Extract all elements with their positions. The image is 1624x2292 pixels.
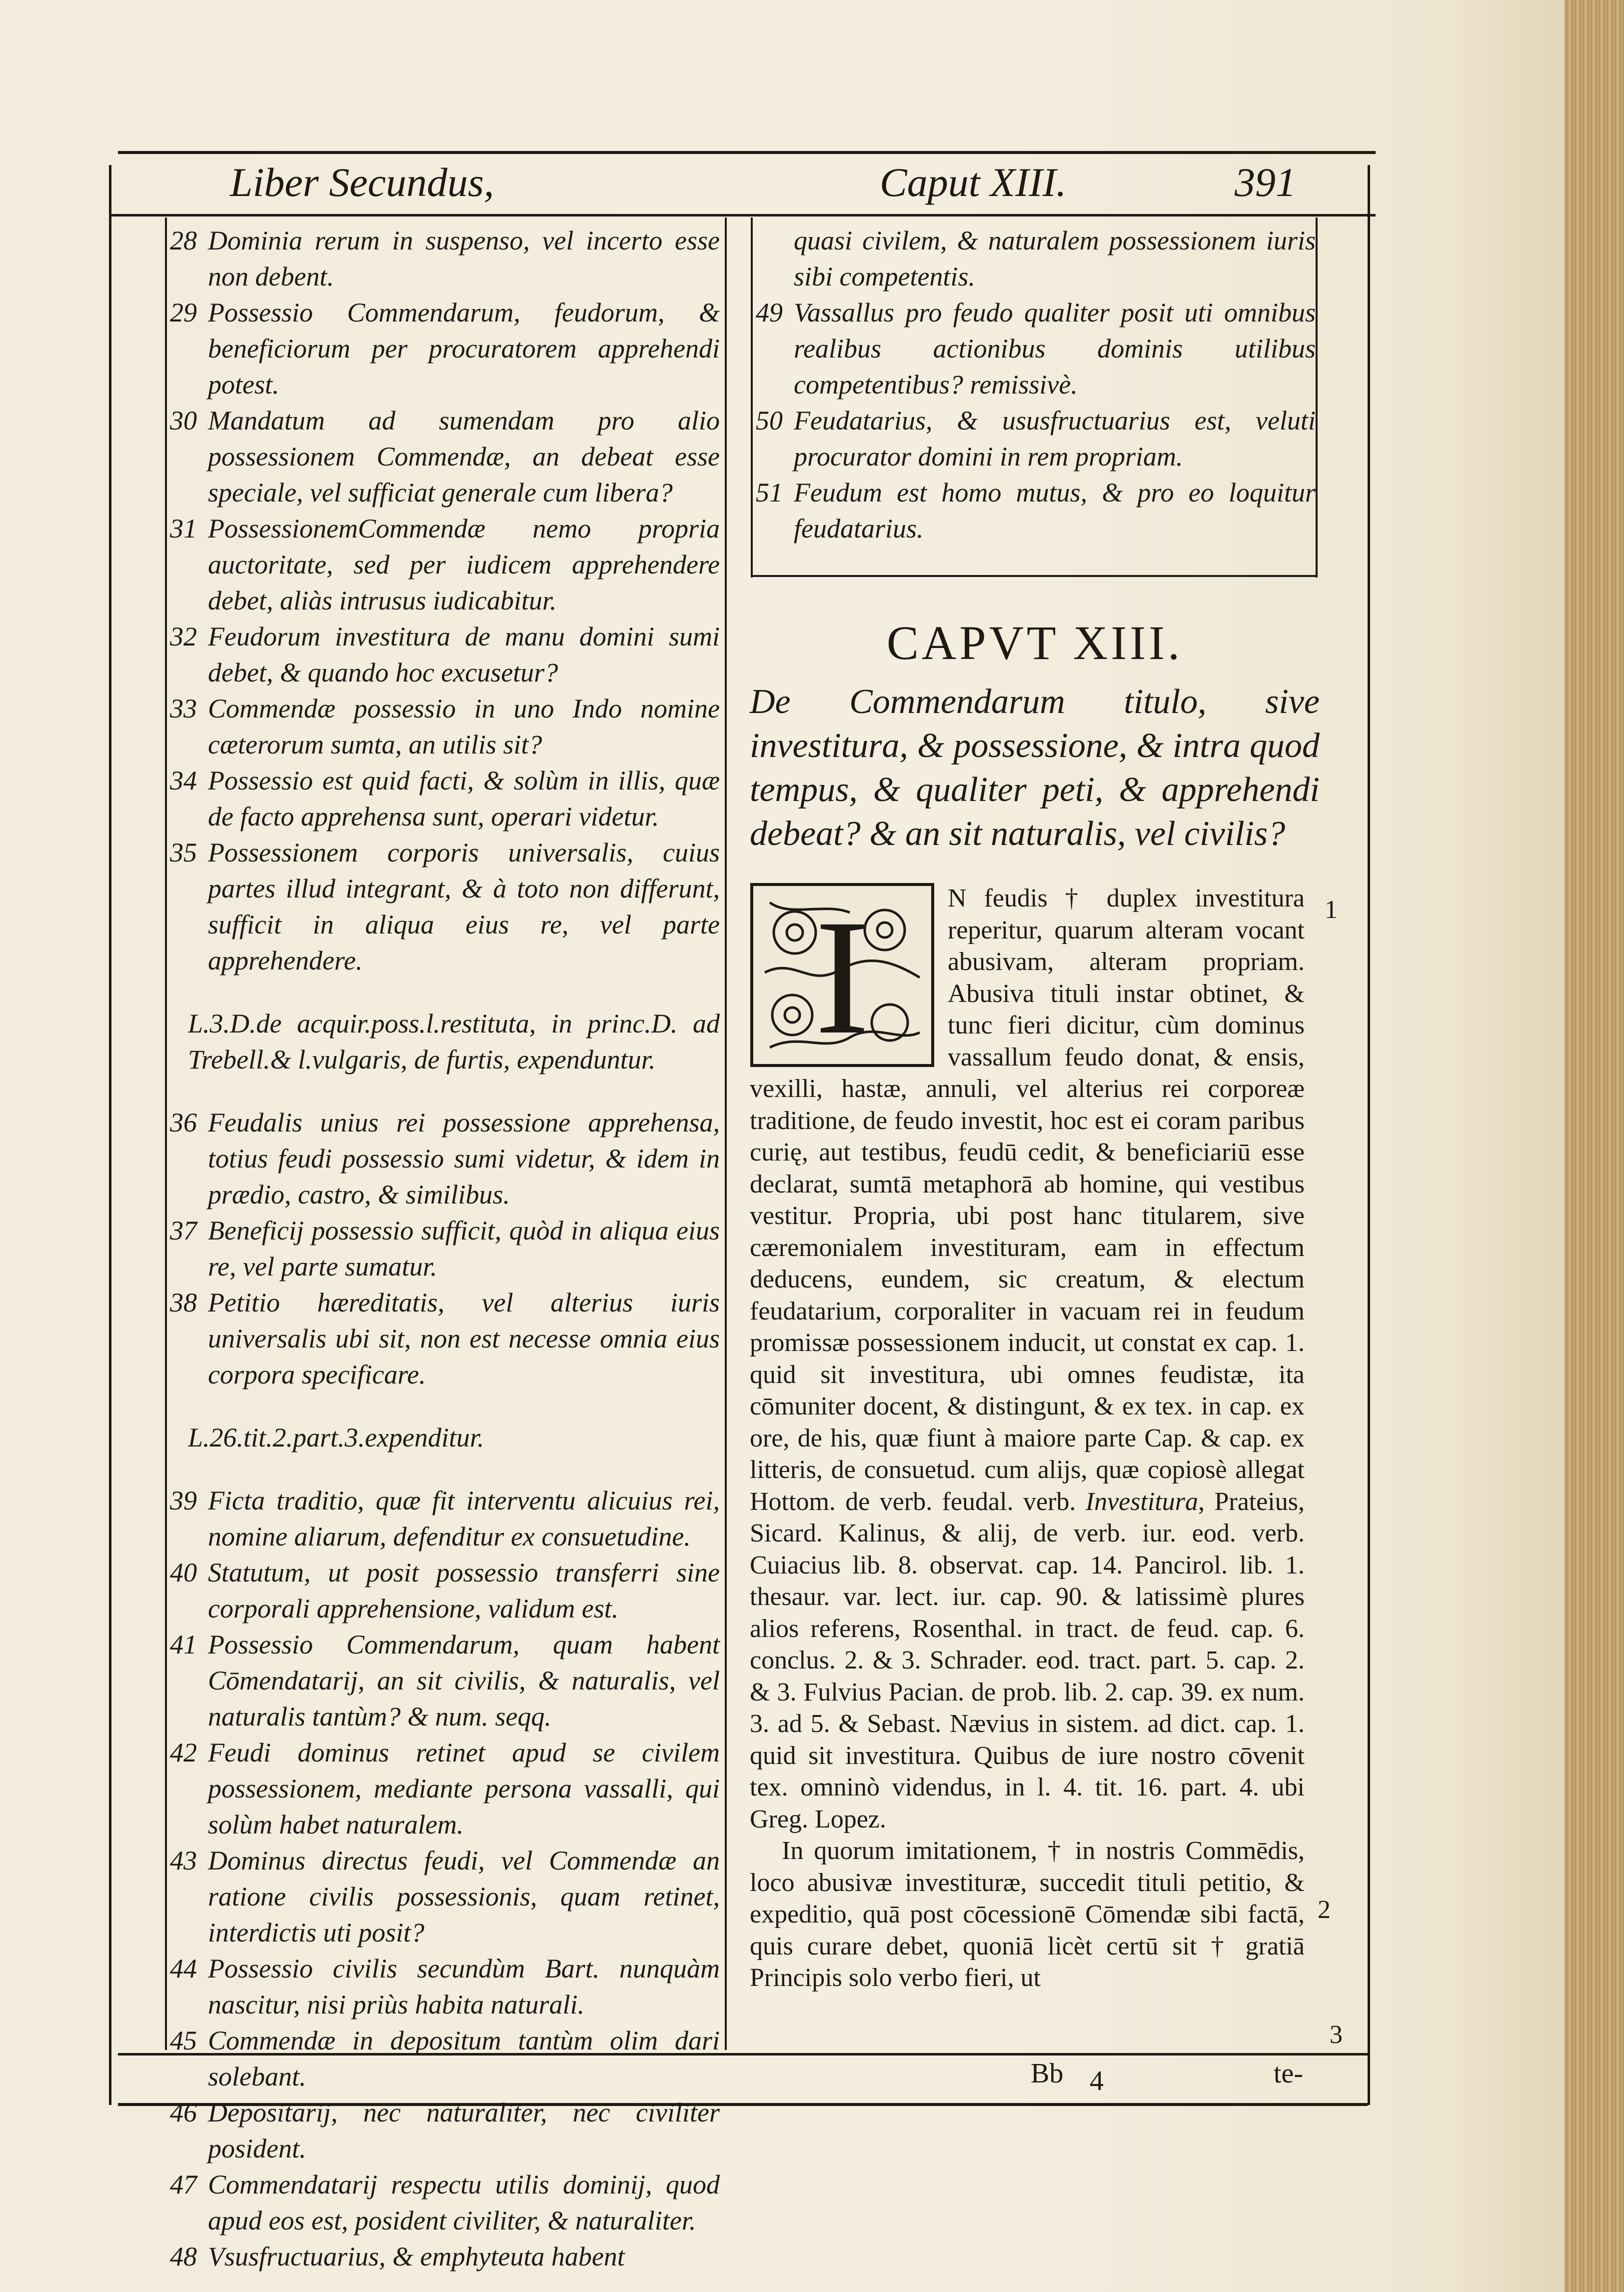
summary-item: 45 Commendæ in depositum tantùm olim dari solebant. — [170, 2026, 720, 2092]
summary-box-right — [1316, 218, 1318, 578]
chapter-title: CAPVT XIII. — [886, 616, 1183, 670]
paragraph-1: N feudis † duplex investitura reperitur, quarum alteram vocant abusivam, alteram propriam. Abusiva tituli instar obtinet, & tunc fieri dicitur, cùm dominus vassallum feudo donat, & ensis, vexilli, hastæ, annuli, vel alterius rei corporeæ traditione, de feudo investit, hoc est ei coram paribus curię, aut testibus, feudū cedit, & beneficiariū esse declarat, sumtā metaphorā ab homine, qui vestibus vestitur. Propria, ubi post hanc titularem, sive cæremonialem investituram, eam in effectum deducens, eundem, sic creatum, & electum feudatarium, corporaliter in vacuam rei in feudum promissæ possessionem inducit, ut constat ex cap. 1. quid sit investitura, ubi omnes feudistæ, ita cōmuniter docent, & distingunt, & ex tex. in cap. ex ore, de his, quæ fiunt à maiore parte Cap. & cap. ex litteris, de consuetud. cum alijs, quæ copiosè allegat Hottom. de verb. feudal. verb. Investitura, Prateius, Sicard. Kalinus, & alij, de verb. iur. eod. verb. Cuiacius lib. 8. observat. cap. 14. Pancirol. lib. 1. thesaur. var. lect. iur. cap. 90. & latissimè plures alios referens, Rosenthal. in tract. de feud. cap. 6. conclus. 2. & 3. Schrader. eod. tract. part. 5. cap. 2. & 3. Fulvius Pacian. de prob. lib. 2. cap. 39. ex num. 3. ad 5. & Sebast. Nævius in sistem. ad dict. cap. 1. quid sit investitura. Quibus de iure nostro cōvenit tex. omninò videndus, in l. 4. tit. 16. part. 4. ubi Greg. Lopez. — [750, 884, 1305, 1834]
summary-citation: L.3.D.de acquir.poss.l.restituta, in princ.D. ad Trebell.& l.vulgaris, de furtis, expenduntur. — [188, 1008, 720, 1074]
summary-item: 44 Possessio civilis secundùm Bart. nunquàm nascitur, nisi priùs habita naturali. — [170, 1954, 720, 2020]
summary-box-mid-right — [751, 218, 753, 578]
catchword: te- — [1274, 2058, 1304, 2089]
summary-right-column — [756, 222, 1316, 546]
summary-item: 37 Beneficij possessio sufficit, quòd in aliqua eius re, vel parte sumatur. — [170, 1216, 720, 1282]
summary-citation: L.26.tit.2.part.3.expenditur. — [188, 1422, 484, 1452]
summary-box-right-bottom — [751, 575, 1318, 577]
frame-left — [109, 165, 111, 2105]
summary-item: 38 Petitio hæreditatis, vel alterius iuris universalis ubi sit, non est necesse omnia eius corpora specificare. — [170, 1288, 720, 1390]
page-edge — [1565, 0, 1624, 2292]
summary-item: 49 Vassallus pro feudo qualiter posit uti omnibus realibus actionibus dominis utilibus competentibus? remissivè. — [756, 298, 1316, 400]
summary-item: 39 Ficta traditio, quæ fit interventu alicuius rei, nomine aliarum, defenditur ex consuetudine. — [170, 1486, 720, 1552]
body-text — [750, 882, 1305, 1994]
summary-item: 36 Feudalis unius rei possessione apprehensa, totius feudi possessio sumi videtur, & idem in prædio, castro, & similibus. — [170, 1108, 720, 1210]
svg-text:I: I — [815, 886, 870, 1068]
margin-number-1: 1 — [1325, 896, 1338, 924]
summary-item: 47 Commendatarij respectu utilis dominij, quod apud eos est, posident civiliter, & naturaliter. — [170, 2170, 720, 2236]
summary-item: 42 Feudi dominus retinet apud se civilem possessionem, mediante persona vassalli, qui solùm habet naturalem. — [170, 1738, 720, 1840]
summary-item: 40 Statutum, ut posit possessio transferri sine corporali apprehensione, validum est. — [170, 1558, 720, 1624]
header-rule — [110, 214, 1376, 216]
summary-item: 48 Vsusfructuarius, & emphyteuta habent — [170, 2242, 625, 2272]
summary-item: 29 Possessio Commendarum, feudorum, & beneficiorum per procuratorem apprehendi potest. — [170, 298, 720, 400]
margin-number-2: 2 — [1318, 1896, 1331, 1924]
chapter-subtitle: De Commendarum titulo, sive investitura, & possessione, & intra quod tempus, & qualiter peti, & apprehendi debeat? & an sit naturalis, vel civilis? — [750, 682, 1320, 853]
summary-item: 33 Commendæ possessio in uno Indo nomine cæterorum sumta, an utilis sit? — [170, 694, 720, 760]
paragraph-2: In quorum imitationem, † in nostris Commēdis, loco abusivæ investituræ, succedit tituli petitio, & expeditio, quā post cōcessionē Cōmendæ sibi factā, quis curare debet, quoniā licèt certū sit † gratiā Principis solo verbo fieri, ut — [750, 1836, 1305, 1992]
summary-item: 46 Depositarij, nec naturaliter, nec civiliter posident. — [170, 2098, 720, 2164]
summary-item: 51 Feudum est homo mutus, & pro eo loquitur feudatarius. — [756, 478, 1316, 544]
frame-right — [1368, 165, 1370, 2105]
running-head-left: Liber Secundus, — [230, 160, 494, 205]
running-head-center: Caput XIII. — [880, 160, 1067, 205]
summary-item: 32 Feudorum investitura de manu domini sumi debet, & quando hoc excusetur? — [170, 622, 720, 688]
summary-item: 34 Possessio est quid facti, & solùm in illis, quæ de facto apprehensa sunt, operari videtur. — [170, 766, 720, 832]
summary-left-column — [170, 222, 720, 2274]
signature-number: 4 — [1090, 2066, 1104, 2096]
summary-item: 31 PossessionemCommendæ nemo propria auctoritate, sed per iudicem apprehendere debet, aliàs intrusus iudicabitur. — [170, 514, 720, 616]
decorated-initial — [750, 882, 935, 1068]
summary-box-mid-left — [725, 218, 727, 2050]
top-rule — [118, 151, 1376, 154]
summary-item: 28 Dominia rerum in suspenso, vel incerto esse non debent. — [170, 226, 720, 292]
summary-item: 41 Possessio Commendarum, quam habent Cōmendatarij, an sit civilis, & naturalis, vel naturalis tantùm? & num. seqq. — [170, 1630, 720, 1732]
summary-item: quasi civilem, & naturalem possessionem iuris sibi competentis. — [794, 226, 1316, 292]
summary-item: 35 Possessionem corporis universalis, cuius partes illud integrant, & à toto non differunt, sufficit in aliqua eius re, vel parte apprehendere. — [170, 838, 720, 976]
summary-item: 50 Feudatarius, & ususfructuarius est, veluti procurator domini in rem propriam. — [756, 406, 1316, 472]
page-number: 391 — [1235, 160, 1296, 205]
margin-number-3: 3 — [1330, 2020, 1343, 2049]
signature-mark: Bb — [1031, 2058, 1064, 2089]
summary-item: 43 Dominus directus feudi, vel Commendæ an ratione civilis possessionis, quam retinet, interdictis uti posit? — [170, 1846, 720, 1948]
floral-initial-icon — [750, 882, 935, 1068]
summary-item: 30 Mandatum ad sumendam pro alio possessionem Commendæ, an debeat esse speciale, vel sufficiat generale cum libera? — [170, 406, 720, 508]
summary-box-left — [165, 218, 167, 2050]
